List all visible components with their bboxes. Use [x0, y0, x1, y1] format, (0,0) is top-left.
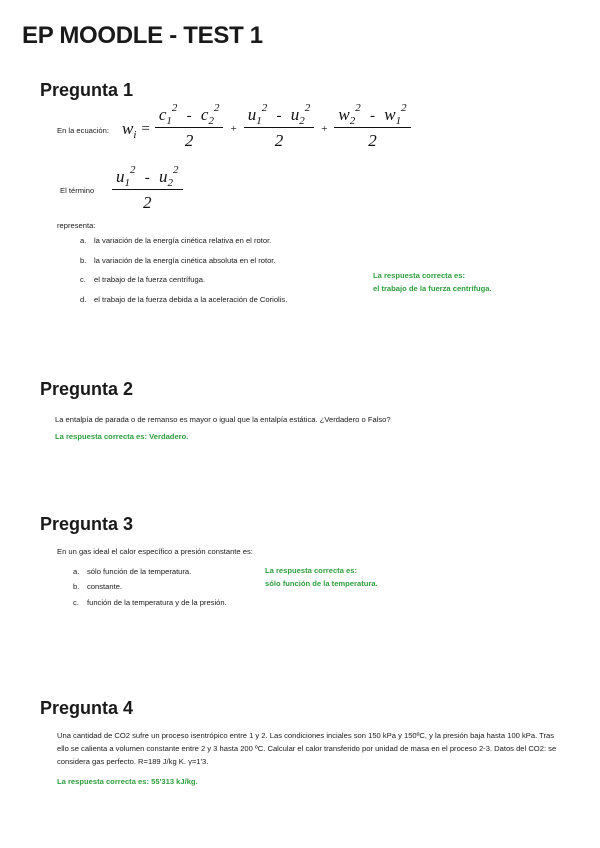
question-4-answer: La respuesta correcta es: 55'313 kJ/kg.: [57, 777, 198, 786]
equation-lhs: $w_i$: [122, 119, 137, 141]
equation-plus-2: +: [321, 123, 328, 135]
question-1-answer-text: el trabajo de la fuerza centrífuga.: [373, 284, 492, 293]
document-title: EP MOODLE - TEST 1: [22, 22, 263, 49]
equation-equals: =: [141, 120, 150, 137]
question-1-option-d[interactable]: d. el trabajo de la fuerza debida a la aceleración de Coriolis.: [80, 295, 288, 304]
question-1-answer: [373, 269, 492, 295]
question-1-answer-label: La respuesta correcta es:: [373, 271, 466, 280]
equation-plus-1: +: [230, 123, 237, 135]
question-1-term-fraction: $\frac{u_1^2 - u_2^2}{2}$: [112, 166, 183, 216]
question-3-option-b[interactable]: b. constante.: [73, 582, 123, 591]
question-1-equation: [122, 104, 411, 154]
question-2-text: La entalpía de parada o de remanso es mayor o igual que la entalpía estática. ¿Verdadero o Falso?: [55, 415, 391, 424]
question-3-heading: Pregunta 3: [40, 514, 134, 534]
question-3-answer: [265, 564, 378, 590]
equation-term-1: $\frac{c_1^2 - c_2^2}{2}$: [155, 104, 224, 154]
question-3-option-c[interactable]: c. función de la temperatura y de la presión.: [73, 598, 227, 607]
question-1-heading: Pregunta 1: [40, 80, 134, 100]
question-1-term-label: El término: [60, 186, 95, 195]
question-3-answer-label: La respuesta correcta es:: [265, 566, 358, 575]
question-3-text: En un gas ideal el calor específico a presión constante es:: [57, 547, 253, 556]
question-4-heading: Pregunta 4: [40, 698, 134, 718]
question-1-option-a[interactable]: a. la variación de la energía cinética relativa en el rotor.: [80, 236, 272, 245]
question-1-option-b[interactable]: b. la variación de la energía cinética absoluta en el rotor.: [80, 256, 276, 265]
question-1-represents: representa:: [57, 221, 96, 230]
question-1-intro: En la ecuación:: [57, 126, 109, 135]
question-1-option-c[interactable]: c. el trabajo de la fuerza centrífuga.: [80, 275, 206, 284]
question-2-heading: Pregunta 2: [40, 379, 134, 399]
equation-term-2: $\frac{u_1^2 - u_2^2}{2}$: [244, 104, 315, 154]
equation-term-3: $\frac{w_2^2 - w_1^2}{2}$: [334, 104, 410, 154]
question-3-option-a[interactable]: a. sólo función de la temperatura.: [73, 567, 192, 576]
question-4-text: Una cantidad de CO2 sufre un proceso isentrópico entre 1 y 2. Las condiciones inciales son 150 kPa y 150ºC, y la presión baja hasta 100 kPa. Tras ello se calienta a volumen constante entre 2 y 3 hasta 200 ºC. Calcular el calor transferido por unidad de masa en el proceso 2-3. Datos del CO2: se considera gas perfecto. R=189 J/kg K. γ=1'3.: [57, 731, 557, 766]
question-3-answer-text: sólo función de la temperatura.: [265, 579, 378, 588]
question-2-answer: La respuesta correcta es: Verdadero.: [55, 432, 189, 441]
